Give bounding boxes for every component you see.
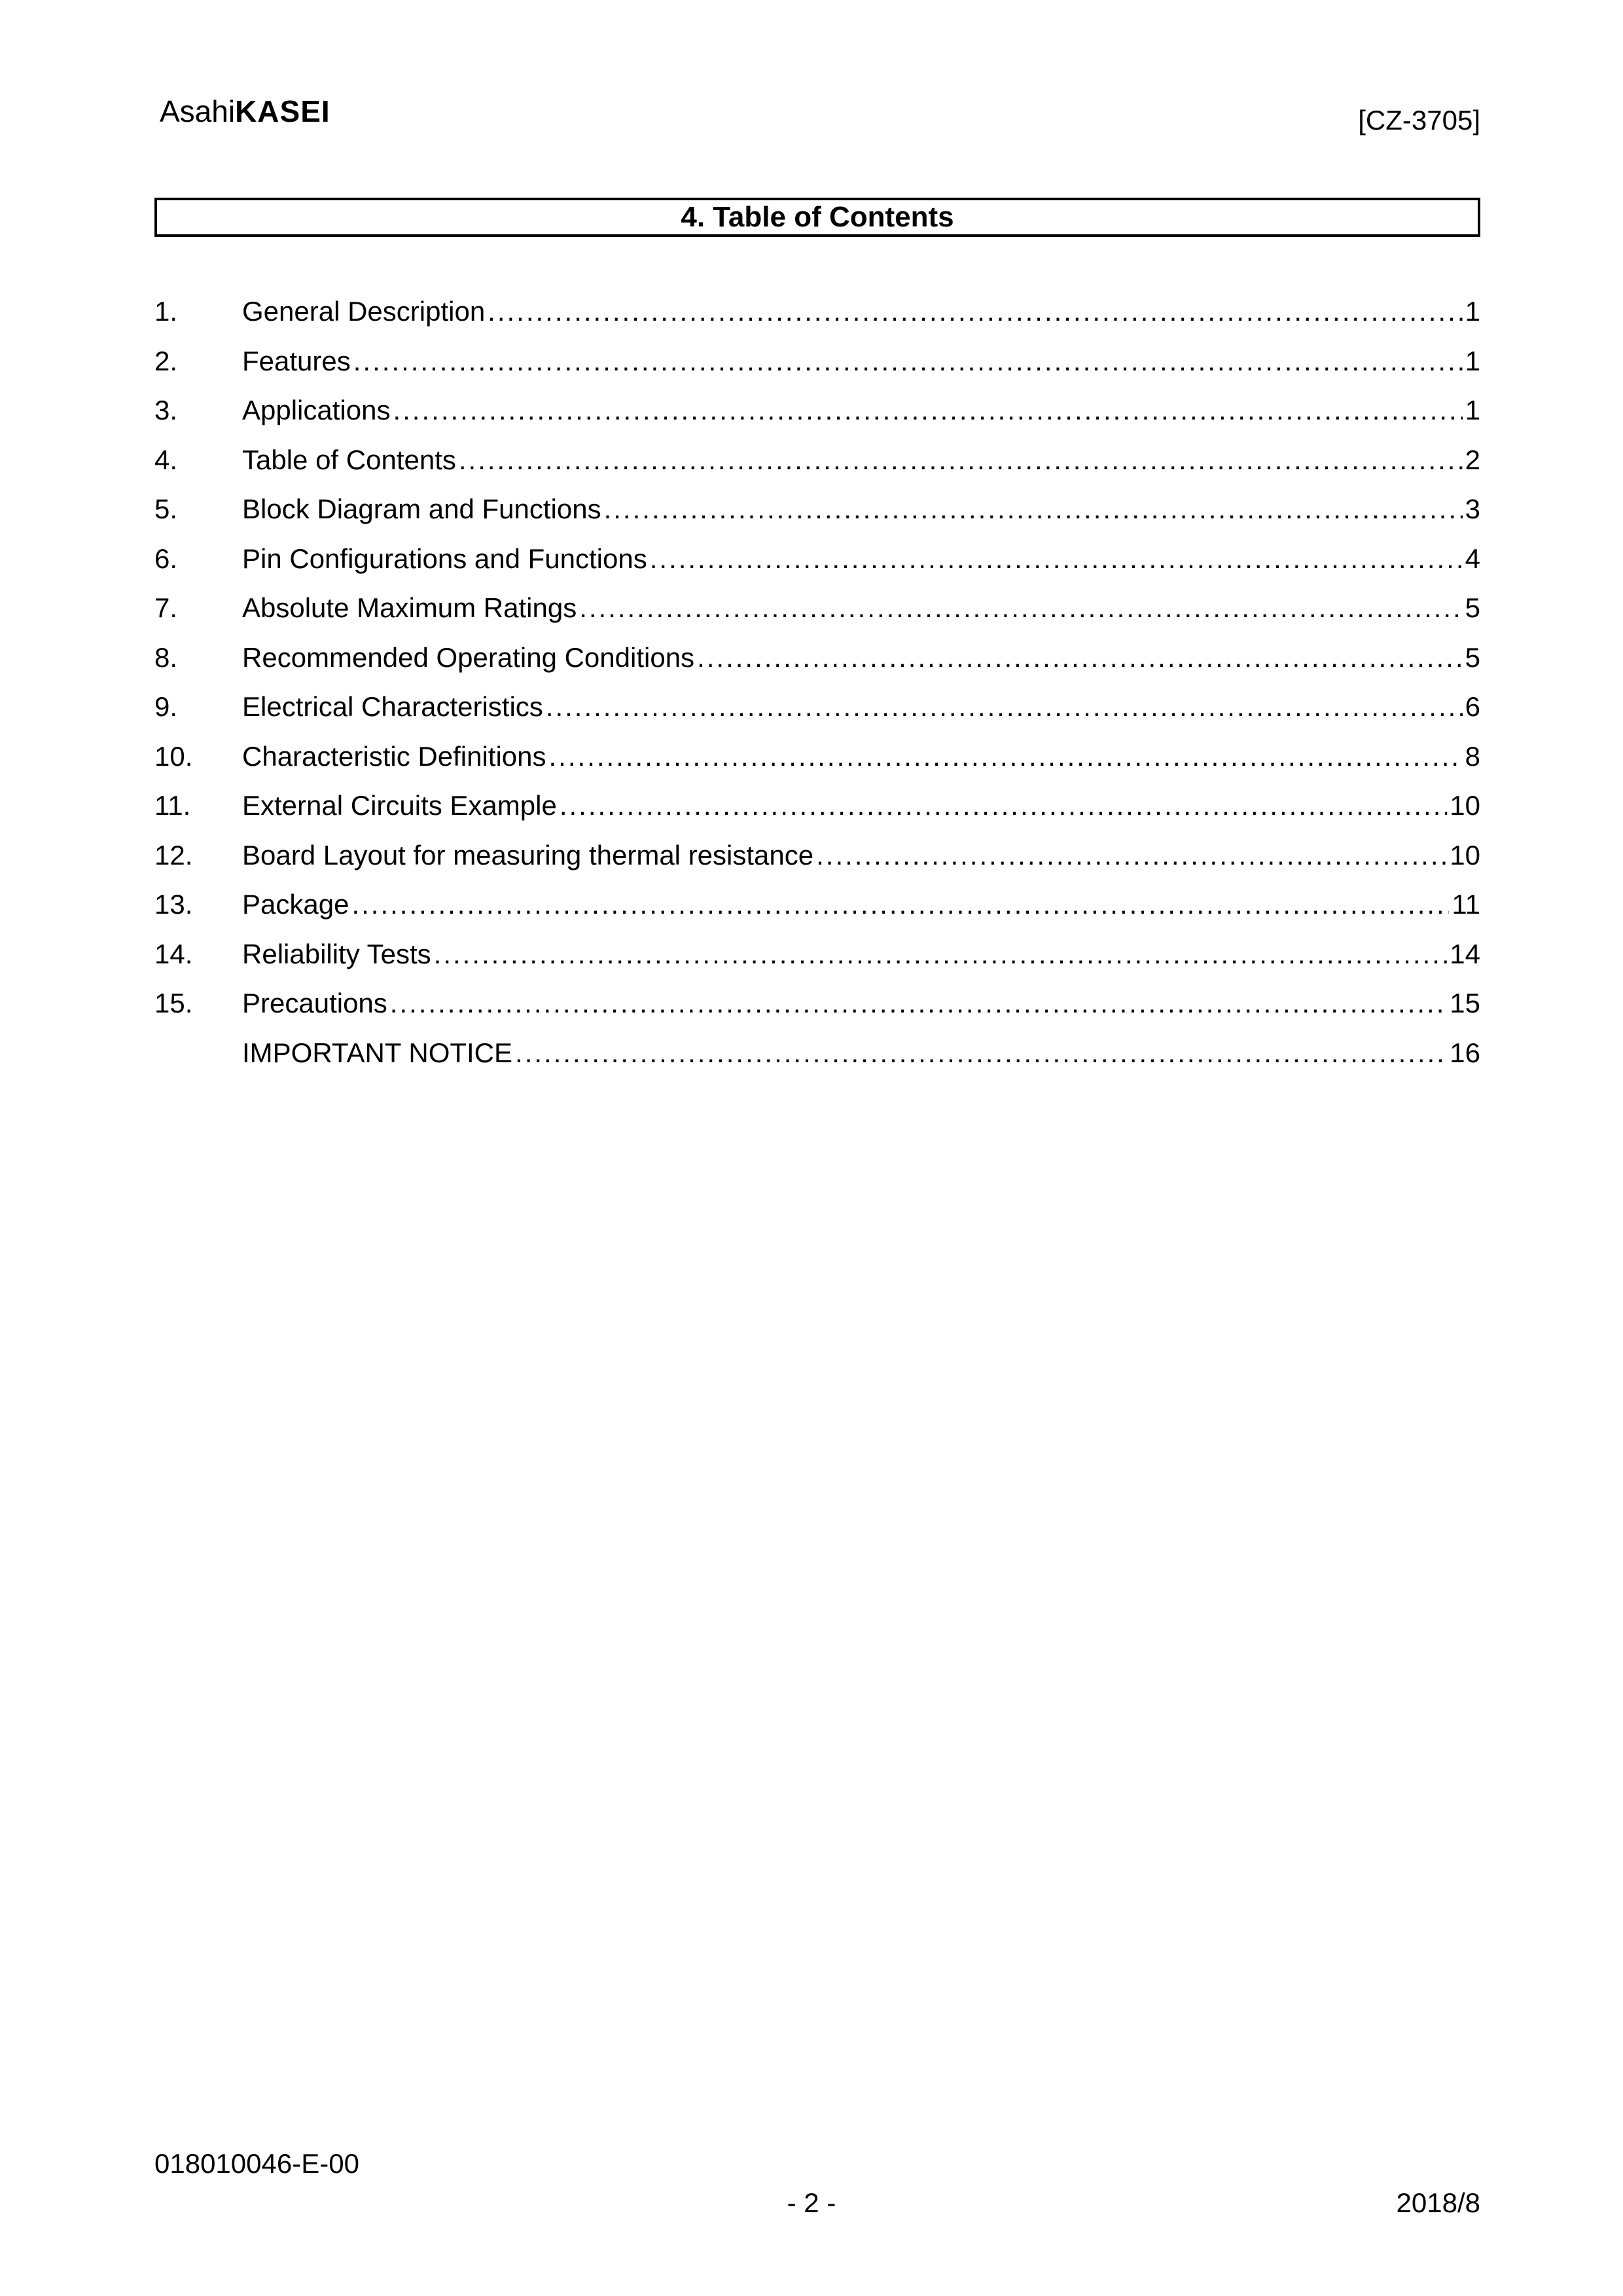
toc-entry-number: 8.	[154, 641, 178, 673]
toc-dot-leader	[816, 838, 1447, 872]
toc-entry-page: 1	[1465, 296, 1480, 327]
toc-entry-title: General Description	[242, 296, 486, 327]
toc-entry-title: Reliability Tests	[242, 938, 431, 969]
toc-entry-number: 5.	[154, 493, 178, 524]
toc-entry-page: 11	[1452, 889, 1480, 920]
toc-dot-leader	[549, 740, 1463, 774]
toc-entry[interactable]	[154, 344, 1480, 394]
toc-entry-page: 1	[1465, 345, 1480, 376]
toc-dot-leader	[393, 393, 1462, 427]
toc-entry-number: 7.	[154, 592, 178, 623]
toc-dot-leader	[488, 295, 1462, 329]
toc-entry-page: 4	[1465, 543, 1480, 574]
toc-dot-leader	[515, 1036, 1447, 1070]
footer-page-number: - 2 -	[787, 2187, 836, 2218]
toc-dot-leader	[351, 888, 1449, 922]
toc-entry-title: Characteristic Definitions	[242, 740, 546, 772]
toc-entry-number: 12.	[154, 839, 193, 870]
toc-dot-leader	[579, 591, 1462, 625]
toc-entry-number: 6.	[154, 543, 178, 574]
toc-entry-title: Recommended Operating Conditions	[242, 641, 695, 673]
toc-entry-title: Absolute Maximum Ratings	[242, 592, 577, 623]
toc-dot-leader	[604, 492, 1463, 526]
toc-entry-page: 8	[1465, 740, 1480, 772]
toc-dot-leader	[390, 986, 1447, 1020]
toc-entry-title: Table of Contents	[242, 444, 456, 475]
toc-entry-number: 15.	[154, 988, 193, 1018]
toc-entry[interactable]	[154, 838, 1480, 888]
section-title: 4. Table of Contents	[681, 201, 954, 233]
toc-entry-title: IMPORTANT NOTICE	[242, 1037, 513, 1068]
toc-entry-number: 4.	[154, 444, 178, 475]
toc-entry-title: Board Layout for measuring thermal resistance	[242, 839, 814, 870]
toc-entry-page: 6	[1465, 691, 1480, 722]
footer-document-number: 018010046-E-00	[154, 2148, 359, 2179]
toc-dot-leader	[697, 641, 1463, 675]
toc-entry-page: 2	[1465, 444, 1480, 475]
toc-entry[interactable]	[154, 789, 1480, 838]
toc-entry-page: 5	[1465, 641, 1480, 673]
toc-entry-page: 3	[1465, 493, 1480, 524]
toc-entry-number: 11.	[154, 790, 191, 821]
toc-dot-leader	[459, 443, 1463, 477]
toc-entry[interactable]	[154, 1036, 1480, 1086]
toc-entry-page: 16	[1450, 1037, 1480, 1068]
toc-dot-leader	[560, 789, 1447, 823]
toc-entry-title: Applications	[242, 395, 391, 425]
toc-entry-number: 13.	[154, 889, 193, 920]
toc-entry-page: 15	[1450, 988, 1480, 1018]
toc-entry-page: 1	[1465, 395, 1480, 425]
footer-date: 2018/8	[1396, 2187, 1480, 2218]
toc-entry-page: 10	[1450, 839, 1480, 870]
toc-entry[interactable]	[154, 542, 1480, 592]
toc-entry-title: Electrical Characteristics	[242, 691, 543, 722]
toc-entry[interactable]	[154, 443, 1480, 493]
toc-entry-page: 14	[1450, 938, 1480, 969]
table-of-contents	[154, 295, 1480, 1085]
toc-dot-leader	[353, 344, 1463, 378]
toc-entry-number: 2.	[154, 345, 178, 376]
toc-dot-leader	[650, 542, 1463, 576]
toc-entry-number: 3.	[154, 395, 178, 425]
section-heading-box	[154, 198, 1480, 237]
toc-entry[interactable]	[154, 641, 1480, 691]
company-logo	[160, 92, 330, 131]
toc-entry[interactable]	[154, 888, 1480, 937]
toc-entry[interactable]	[154, 690, 1480, 740]
toc-entry[interactable]	[154, 591, 1480, 641]
logo-text-asahi: Asahi	[160, 94, 236, 128]
logo-text-kasei: KASEI	[235, 94, 330, 128]
toc-entry-number: 9.	[154, 691, 178, 722]
toc-entry[interactable]	[154, 740, 1480, 789]
toc-dot-leader	[434, 937, 1448, 971]
toc-entry-number: 14.	[154, 938, 193, 969]
toc-entry[interactable]	[154, 492, 1480, 542]
toc-entry-number: 10.	[154, 740, 193, 772]
toc-entry-number: 1.	[154, 296, 178, 327]
toc-entry[interactable]	[154, 937, 1480, 987]
toc-entry[interactable]	[154, 986, 1480, 1036]
toc-entry-title: Precautions	[242, 988, 387, 1018]
toc-entry-title: Pin Configurations and Functions	[242, 543, 647, 574]
toc-entry[interactable]	[154, 295, 1480, 344]
toc-entry-page: 10	[1450, 790, 1480, 821]
toc-entry-title: Block Diagram and Functions	[242, 493, 601, 524]
document-code: [CZ-3705]	[1358, 105, 1480, 135]
toc-entry[interactable]	[154, 393, 1480, 443]
toc-dot-leader	[546, 690, 1463, 724]
toc-entry-page: 5	[1465, 592, 1480, 623]
toc-entry-title: Package	[242, 889, 349, 920]
toc-entry-title: External Circuits Example	[242, 790, 557, 821]
toc-entry-title: Features	[242, 345, 351, 376]
